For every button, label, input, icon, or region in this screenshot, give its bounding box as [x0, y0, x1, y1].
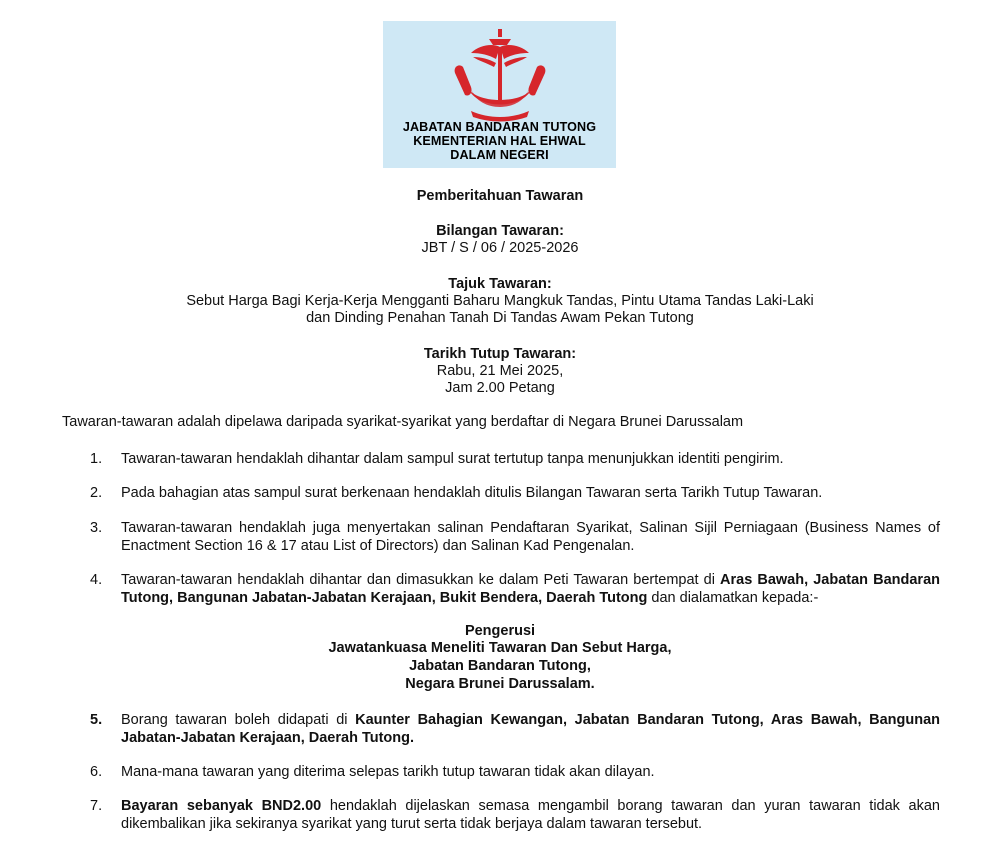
item-number: 6.	[90, 764, 103, 780]
logo-line-3: DALAM NEGERI	[450, 148, 549, 162]
list-item	[90, 519, 940, 555]
list-item	[90, 450, 940, 468]
notice-heading: Pemberitahuan Tawaran	[416, 188, 584, 204]
department-logo	[383, 21, 616, 168]
form-location: Kaunter Bahagian Kewangan, Jabatan Bandaran Tutong, Aras Bawah, Bangunan Jabatan-Jabatan Kerajaan, Daerah Tutong.	[121, 712, 941, 746]
list-item	[90, 484, 940, 502]
item-text-part: Tawaran-tawaran hendaklah dihantar dan dimasukkan ke dalam Peti Tawaran bertempat di	[121, 572, 721, 588]
item-text: Tawaran-tawaran hendaklah juga menyertakan salinan Pendaftaran Syarikat, Salinan Sijil Perniagaan (Business Names of Enactment Section 16 & 17 atau List of Directors) dan Salinan Kad Pengenalan.	[121, 520, 940, 554]
item-number: 7.	[90, 798, 103, 814]
list-item	[90, 763, 940, 781]
item-number: 3.	[90, 520, 103, 536]
tender-title-line-1: Sebut Harga Bagi Kerja-Kerja Mengganti Baharu Mangkuk Tandas, Pintu Utama Tandas Laki-Laki	[186, 293, 814, 309]
closing-date-label: Tarikh Tutup Tawaran:	[423, 346, 577, 362]
item-text-part: hendaklah dijelaskan semasa mengambil borang tawaran dan yuran tawaran tidak akan dikembalikan jika sekiranya syarikat yang turut serta tidak berjaya dalam tawaran tersebut.	[121, 798, 940, 832]
item-number: 4.	[90, 572, 103, 588]
intro-paragraph: Tawaran-tawaran adalah dipelawa daripada syarikat-syarikat yang berdaftar di Negara Brunei Darussalam	[62, 414, 744, 430]
tender-title-label: Tajuk Tawaran:	[448, 276, 552, 292]
item-text	[121, 571, 940, 607]
fee-amount: Bayaran sebanyak BND2.00	[121, 798, 322, 814]
tender-number-label: Bilangan Tawaran:	[436, 223, 564, 239]
address-line-3: Jabatan Bandaran Tutong,	[409, 658, 591, 674]
address-line-1: Pengerusi	[464, 623, 536, 639]
item-text	[121, 797, 940, 833]
brunei-crest-icon	[449, 27, 551, 131]
delivery-location: Aras Bawah, Jabatan Bandaran Tutong, Bangunan Jabatan-Jabatan Kerajaan, Bukit Bendera, Daerah Tutong	[121, 572, 940, 606]
list-item	[90, 571, 940, 607]
item-text-part: dan dialamatkan kepada:-	[647, 590, 819, 606]
item-text: Pada bahagian atas sampul surat berkenaan hendaklah ditulis Bilangan Tawaran serta Tarikh Tutup Tawaran.	[121, 485, 823, 501]
closing-date-value: Rabu, 21 Mei 2025,	[436, 363, 564, 379]
item-text	[121, 711, 940, 747]
tender-number-value: JBT / S / 06 / 2025-2026	[421, 240, 579, 256]
logo-line-2: KEMENTERIAN HAL EHWAL	[413, 134, 586, 148]
item-number: 5.	[90, 712, 103, 728]
item-number: 1.	[90, 451, 103, 467]
item-number: 2.	[90, 485, 103, 501]
logo-line-1: JABATAN BANDARAN TUTONG	[402, 120, 597, 134]
address-line-4: Negara Brunei Darussalam.	[405, 676, 595, 692]
item-text-part: Borang tawaran boleh didapati di	[121, 712, 356, 728]
closing-time-value: Jam 2.00 Petang	[445, 380, 555, 396]
item-text: Tawaran-tawaran hendaklah dihantar dalam sampul surat tertutup tanpa menunjukkan identiti pengirim.	[121, 451, 784, 467]
tender-title-line-2: dan Dinding Penahan Tanah Di Tandas Awam Pekan Tutong	[306, 310, 694, 326]
address-line-2: Jawatankuasa Meneliti Tawaran Dan Sebut Harga,	[328, 640, 672, 656]
list-item	[90, 797, 940, 833]
list-item	[90, 711, 940, 747]
item-text: Mana-mana tawaran yang diterima selepas tarikh tutup tawaran tidak akan dilayan.	[121, 764, 655, 780]
